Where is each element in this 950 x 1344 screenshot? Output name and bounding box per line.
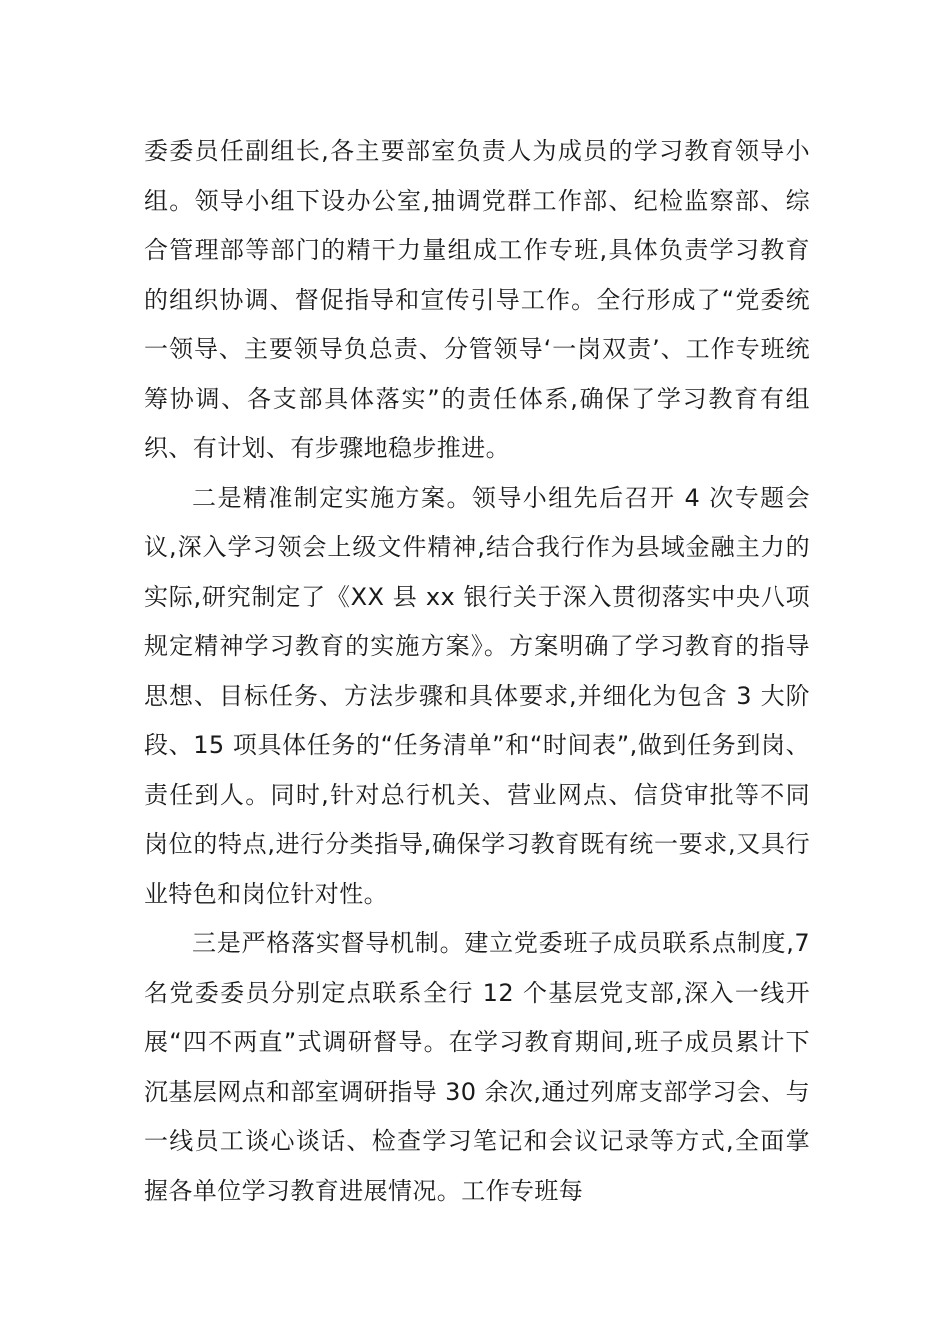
paragraph-continuation: 委委员任副组长,各主要部室负责人为成员的学习教育领导小组。领导小组下设办公室,抽调党群工作部、纪检监察部、综合管理部等部门的精干力量组成工作专班,具体负责学习教育的组织协调、督促指导和宣传引导工作。全行形成了“党委统一领导、主要领导负总责、分管领导‘一岗双责’、工作专班统筹协调、各支部具体落实”的责任体系,确保了学习教育有组织、有计划、有步骤地稳步推进。 xyxy=(144,137,810,462)
paragraph-implementation-plan: 二是精准制定实施方案。领导小组先后召开 4 次专题会议,深入学习领会上级文件精神,结合我行作为县域金融主力的实际,研究制定了《XX 县 xx 银行关于深入贯彻落实中央八项规定精神学习教育的实施方案》。方案明确了学习教育的指导思想、目标任务、方法步骤和具体要求,并细化为包含 3 大阶段、15 项具体任务的“任务清单”和“时间表”,做到任务到岗、责任到人。同时,针对总行机关、营业网点、信贷审批等不同岗位的特点,进行分类指导,确保学习教育既有统一要求,又具行业特色和岗位针对性。 xyxy=(144,483,810,908)
paragraph-supervision-mechanism: 三是严格落实督导机制。建立党委班子成员联系点制度,7 名党委委员分别定点联系全行 12 个基层党支部,深入一线开展“四不两直”式调研督导。在学习教育期间,班子成员累计下沉基层网点和部室调研指导 30 余次,通过列席支部学习会、与一线员工谈心谈话、检查学习笔记和会议记录等方式,全面掌握各单位学习教育进展情况。工作专班每 xyxy=(144,929,810,1205)
document-body xyxy=(144,127,810,1216)
